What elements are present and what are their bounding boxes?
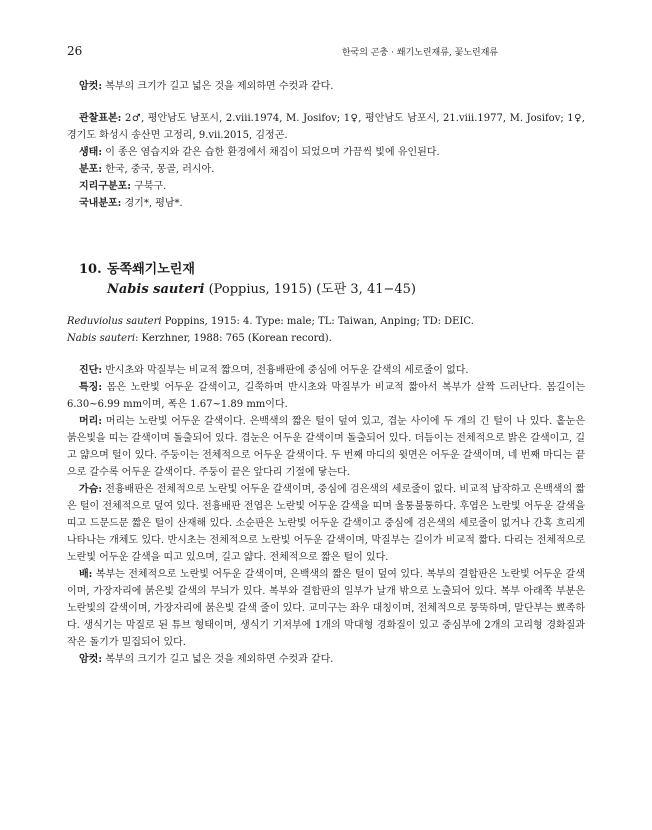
features-label: 특징:	[79, 382, 103, 393]
abdomen-label: 배:	[79, 569, 93, 580]
diagnosis-paragraph	[67, 362, 585, 379]
features-paragraph	[67, 379, 585, 413]
specimens-text: 2♂, 평안남도 남포시, 2.viii.1974, M. Josifov; 1♀, 평안남도 남포시, 21.viii.1977, M. Josifov; 1♀, 경기도 화성시 송산면 고정리, 9.vii.2015, 김정곤.	[67, 113, 585, 141]
ecology-label: 생태:	[79, 147, 103, 158]
domestic-label: 국내분포:	[79, 198, 122, 209]
diagnosis-text: 반시초와 막질부는 비교적 짧으며, 전흉배판에 중심에 어두운 갈색의 세로줄이 없다.	[102, 365, 469, 376]
geographic-label: 지리구분포:	[79, 181, 131, 192]
female-label: 암컷:	[79, 654, 103, 665]
features-text: 몸은 노란빛 어두운 갈색이고, 길쭉하며 반시초와 막질부가 비교적 짧아서 복부가 살짝 드러난다. 몸길이는 6.30~6.99 mm이며, 폭은 1.67~1.89 mm이다.	[67, 382, 585, 410]
ecology-paragraph	[67, 144, 585, 161]
head-text: 머리는 노란빛 어두운 갈색이다. 은백색의 짧은 털이 덮여 있고, 겹눈 사이에 두 개의 긴 털이 나 있다. 홑눈은 붉은빛을 띠는 갈색이며 돌출되어 있다. 겹눈은 어두운 갈색이며 돌출되어 있다. 더듬이는 전체적으로 밝은 갈색이고, 길고 얇으며 털이 있다. 주둥이는 전체적으로 어두운 갈색이다. 두 번째 마디의 윗면은 어두운 갈색이며, 네 번째 마디는 끝으로 갈수록 어두운 갈색이다. 주둥이 끝은 앞다리 기절에 닿는다.	[67, 416, 585, 478]
diagnosis-label: 진단:	[79, 365, 103, 376]
thorax-text: 전흉배판은 전체적으로 노란빛 어두운 갈색이며, 중심에 검은색의 세로줄이 없다. 비교적 납작하고 은백색의 짧은 털이 전체적으로 덮여 있다. 전흉배판 전엽은 노란빛 어두운 갈색을 띠며 울퉁불퉁하다. 후엽은 노란빛 어두운 갈색을 띠고 드문드문 짧은 털이 산재해 있다. 소순판은 노란빛 어두운 갈색이고 중심에 검은색의 세로줄이 없거나 간혹 흐리게 나타나는 개체도 있다. 반시초는 전체적으로 노란빛 어두운 갈색이며, 막질부는 길이가 비교적 짧다. 다리는 전체적으로 노란빛 어두운 갈색을 띠고 있으며, 길고 얇다. 전체적으로 짧은 털이 있다.	[67, 484, 585, 563]
female-text: 복부의 크기가 길고 넓은 것을 제외하면 수컷과 같다.	[102, 81, 334, 92]
head-paragraph	[67, 413, 585, 481]
domestic-text: 경기*, 평남*.	[121, 198, 183, 209]
abdomen-text: 복부는 전체적으로 노란빛 어두운 갈색이며, 은백색의 짧은 털이 덮여 있다. 복부의 결합판은 노란빛 어두운 갈색이며, 가장자리에 붉은빛 갈색의 무늬가 있다. 복부와 결합판의 일부가 날개 밖으로 노출되어 있다. 복부 아래쪽 부분은 노란빛의 갈색이며, 가장자리에 붉은빛 갈색 줄이 있다. 교미구는 좌우 대칭이며, 전체적으로 뭉뚝하며, 말단부는 뾰족하다. 생식기는 막질로 된 튜브 형태이며, 생식기 기저부에 1개의 막대형 경화질이 있고 중심부에 2개의 고리형 경화질과 작은 돌기가 밀집되어 있다.	[67, 569, 585, 648]
geographic-text: 구북구.	[131, 181, 167, 192]
head-label: 머리:	[79, 416, 103, 427]
female-text: 복부의 크기가 길고 넓은 것을 제외하면 수컷과 같다.	[102, 654, 334, 665]
synonym-entry	[67, 313, 585, 330]
female-paragraph-top	[67, 78, 585, 95]
distribution-text: 한국, 중국, 몽골, 러시아.	[102, 164, 215, 175]
synonym-name: Nabis sauteri	[67, 333, 136, 344]
abdomen-paragraph	[67, 566, 585, 651]
geographic-paragraph	[67, 178, 585, 195]
distribution-paragraph	[67, 161, 585, 178]
synonym-text: Poppins, 1915: 4. Type: male; TL: Taiwan, Anping; TD: DEIC.	[161, 316, 474, 327]
female-label: 암컷:	[79, 81, 103, 92]
synonym-text: : Kerzhner, 1988: 765 (Korean record).	[135, 333, 332, 344]
domestic-paragraph	[67, 195, 585, 212]
specimens-label: 관찰표본:	[79, 113, 122, 124]
species-heading	[67, 260, 585, 300]
species-korean-name: 동쪽쐐기노린재	[107, 262, 195, 277]
page-content	[67, 78, 585, 668]
specimens-paragraph	[67, 110, 585, 144]
synonym-name: Reduviolus sauteri	[67, 316, 162, 327]
thorax-paragraph	[67, 481, 585, 566]
page-number: 26	[67, 44, 83, 58]
species-authority: (Poppius, 1915) (도판 3, 41−45)	[204, 282, 416, 297]
distribution-label: 분포:	[79, 164, 103, 175]
ecology-text: 이 종은 염습지와 같은 습한 환경에서 채집이 되었으며 가끔씩 빛에 유인된다.	[102, 147, 440, 158]
species-scientific-name: Nabis sauteri	[107, 282, 205, 297]
synonym-entry	[67, 330, 585, 347]
thorax-label: 가슴:	[79, 484, 103, 495]
female-paragraph-bottom	[67, 651, 585, 668]
species-number: 10.	[79, 262, 102, 277]
running-head: 한국의 곤충 · 쐐기노린재류, 꽃노린재류	[341, 48, 499, 58]
